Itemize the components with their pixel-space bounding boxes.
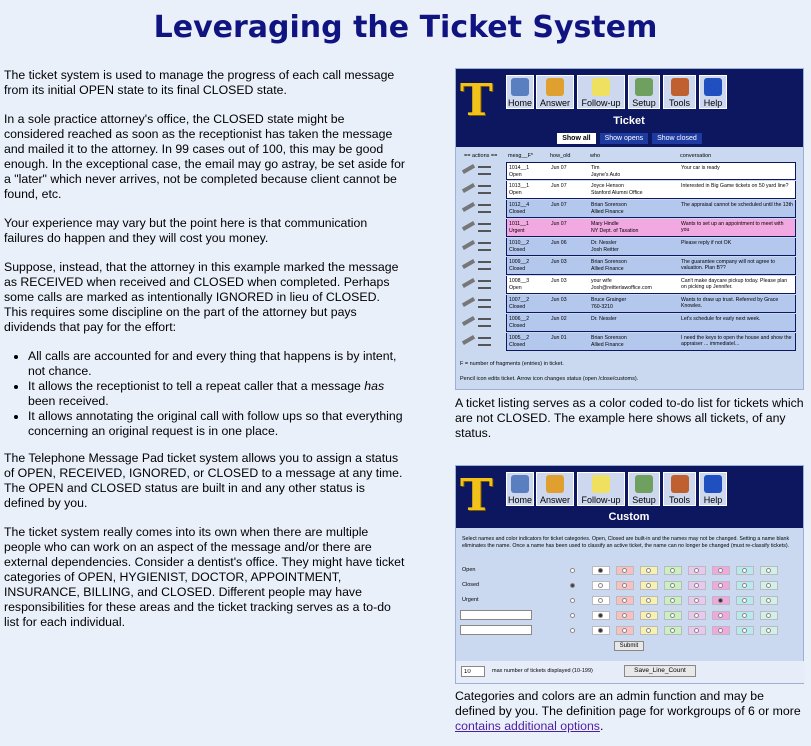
conversation: Can't make daycare pickup today. Please plan on picking up Jennifer.: [681, 278, 788, 291]
category-name: Open: [462, 567, 476, 573]
paragraph: The Telephone Message Pad ticket system allows you to assign a status of OPEN, RECEIVED, IGNORED, or CLOSED to a message at any time. The OPEN and CLOSED status are built in and any other status is defined by you.: [4, 451, 403, 510]
text: been received.: [28, 394, 109, 408]
row-cells[interactable]: [506, 162, 796, 180]
who-name: Dr. Nessler: [591, 240, 617, 246]
nav-tools-button[interactable]: [663, 472, 696, 506]
status: Open: [509, 190, 522, 196]
nav-setup-button[interactable]: [628, 472, 660, 506]
custom-instructions: Select names and color indicators for ticket categories. Open, Closed are built-in and the names may not be changed. Setting a name blank eliminates the name. Once a name has been used to classify an active ticket, the name can no longer be changed (must re-classify tickets).: [462, 536, 790, 549]
color-radio[interactable]: [742, 598, 747, 603]
color-swatch[interactable]: [712, 581, 730, 590]
who-org: Josh Reitter: [591, 247, 619, 253]
col-who: who: [590, 153, 601, 159]
how-old: Jun 07: [551, 202, 567, 208]
color-radio[interactable]: [622, 613, 627, 618]
color-swatch[interactable]: [664, 611, 682, 620]
how-old: Jun 03: [551, 297, 567, 303]
list-item: • All calls are accounted for and every thing that happens is by intent, not chance.: [28, 349, 406, 379]
pencil-icon[interactable]: [462, 259, 475, 269]
color-swatch[interactable]: [592, 596, 610, 605]
who-org: Allied Finance: [591, 342, 624, 348]
paragraph: Your experience may vary but the point here is that communication failures do happen and they will cost you money.: [4, 216, 368, 245]
how-old: Jun 07: [551, 183, 567, 189]
color-swatch[interactable]: [592, 611, 610, 620]
category-name: Closed: [462, 582, 480, 588]
color-swatch[interactable]: [736, 596, 754, 605]
color-swatch[interactable]: [760, 626, 778, 635]
row-actions: [462, 336, 494, 348]
color-radio[interactable]: [598, 628, 603, 633]
status: Open: [509, 285, 522, 291]
table-row: [460, 181, 800, 199]
conversation: Let's schedule for early next week.: [681, 316, 761, 322]
line-count-bar: [456, 661, 805, 683]
nav-label: Follow-up: [581, 495, 621, 505]
color-radio[interactable]: [718, 568, 723, 573]
table-row: [460, 162, 800, 180]
color-swatch[interactable]: [616, 596, 634, 605]
conversation: I need the keys to open the house and show the appraiser ... immediatel...: [681, 335, 792, 348]
arrow-icon[interactable]: [478, 261, 491, 270]
color-radio[interactable]: [622, 583, 627, 588]
default-radio[interactable]: [570, 568, 575, 573]
col-how-old: how_old: [550, 153, 571, 159]
color-swatch[interactable]: [640, 596, 658, 605]
paragraph: In a sole practice attorney's office, the CLOSED state might be considered reached as soon as the receptionist has taken the message and mailed it to the attorney. In 99 cases out of 100, this may be good enough. In the exceptional case, the email may go astray, be set aside for a "later" which never arrives, not be completed because client cannot be found, etc.: [4, 112, 406, 201]
notepad-icon: [592, 78, 610, 96]
article-body: [4, 68, 406, 644]
color-radio[interactable]: [598, 568, 603, 573]
pencil-icon[interactable]: [462, 278, 475, 288]
category-row: [460, 564, 800, 578]
mesg-id: 1014__1: [509, 165, 530, 171]
color-radio[interactable]: [718, 583, 723, 588]
color-swatch[interactable]: [616, 581, 634, 590]
color-radio[interactable]: [742, 583, 747, 588]
pencil-icon[interactable]: [462, 335, 475, 345]
tab-show-closed[interactable]: Show closed: [652, 133, 702, 144]
color-radio[interactable]: [742, 568, 747, 573]
color-swatch[interactable]: [712, 611, 730, 620]
nav-answer-button[interactable]: [536, 75, 574, 109]
who-org: NY Dept. of Taxation: [591, 228, 639, 234]
text: It allows the receptionist to tell a repeat caller that a message: [28, 379, 365, 393]
color-swatch[interactable]: [760, 596, 778, 605]
color-radio[interactable]: [694, 598, 699, 603]
table-row: [460, 295, 800, 313]
color-swatch[interactable]: [736, 581, 754, 590]
conversation: Your car is ready: [681, 165, 720, 171]
arrow-icon[interactable]: [478, 299, 491, 308]
color-swatch[interactable]: [664, 626, 682, 635]
arrow-icon[interactable]: [478, 337, 491, 346]
row-cells[interactable]: [506, 333, 796, 351]
status: Closed: [509, 266, 526, 272]
color-swatch[interactable]: [592, 626, 610, 635]
arrow-icon[interactable]: [478, 223, 491, 232]
arrow-icon[interactable]: [478, 166, 491, 175]
who-name: Brian Sorenson: [591, 202, 627, 208]
color-swatch[interactable]: [616, 626, 634, 635]
table-row: [460, 257, 800, 275]
table-row: [460, 219, 800, 237]
save-line-count-button[interactable]: Save_Line_Count: [624, 665, 696, 677]
arrow-icon[interactable]: [478, 185, 491, 194]
additional-options-link[interactable]: contains additional options: [455, 719, 600, 733]
checkmark-icon: [704, 78, 722, 96]
how-old: Jun 07: [551, 221, 567, 227]
color-radio[interactable]: [646, 568, 651, 573]
conversation: Interested in Big Game tickets on 50 yard line?: [681, 183, 789, 189]
how-old: Jun 06: [551, 240, 567, 246]
nav-label: Home: [507, 98, 532, 108]
color-radio[interactable]: [598, 598, 603, 603]
table-row: [460, 200, 800, 218]
caption-end: .: [599, 719, 604, 733]
color-swatch[interactable]: [760, 581, 778, 590]
color-swatch[interactable]: [712, 596, 730, 605]
mesg-id: 1005__2: [509, 335, 530, 341]
color-radio[interactable]: [622, 598, 627, 603]
row-cells[interactable]: [506, 200, 796, 218]
status: Closed: [509, 209, 526, 215]
status: Closed: [509, 304, 526, 310]
conversation: The appraisal cannot be scheduled until the 13th: [681, 202, 793, 208]
nav-setup-button[interactable]: [628, 75, 660, 109]
conversation: The guarantee company will not agree to valuation. Plan B??: [681, 259, 776, 272]
list-item: [28, 379, 406, 409]
color-swatch[interactable]: [736, 566, 754, 575]
who-name: Bruce Grainger: [591, 297, 627, 303]
nav-tools-button[interactable]: [663, 75, 696, 109]
page-title: Leveraging the Ticket System: [153, 10, 658, 45]
custom-screenshot: [455, 465, 804, 684]
color-swatch[interactable]: [616, 611, 634, 620]
color-radio[interactable]: [718, 628, 723, 633]
default-radio[interactable]: [570, 613, 575, 618]
nav-label: Setup: [632, 495, 656, 505]
who-org: Josh@reitterlawoffice.com: [591, 285, 652, 291]
color-swatch[interactable]: [640, 581, 658, 590]
table-header: [460, 153, 800, 161]
color-swatch[interactable]: [592, 581, 610, 590]
row-actions: [462, 241, 494, 253]
icons-note: Pencil icon edits ticket. Arrow icon changes status (open /close/customs).: [460, 376, 639, 382]
color-radio[interactable]: [766, 628, 771, 633]
row-actions: [462, 298, 494, 310]
row-cells[interactable]: [506, 257, 796, 275]
color-swatch[interactable]: [712, 626, 730, 635]
default-radio[interactable]: [570, 583, 575, 588]
emphasis: has: [364, 379, 385, 393]
row-cells[interactable]: [506, 219, 796, 237]
caption-text: Categories and colors are an admin function and may be defined by you. The definition page for workgroups of 6 or more: [455, 689, 801, 718]
color-swatch[interactable]: [736, 611, 754, 620]
who-name: Brian Sorenson: [591, 259, 627, 265]
color-swatch[interactable]: [712, 566, 730, 575]
row-actions: [462, 317, 494, 329]
hammer-icon: [671, 78, 689, 96]
how-old: Jun 02: [551, 316, 567, 322]
pencil-icon[interactable]: [462, 297, 475, 307]
row-actions: [462, 165, 494, 177]
nav-label: Help: [703, 495, 723, 505]
color-swatch[interactable]: [688, 611, 706, 620]
mesg-id: 1007__2: [509, 297, 530, 303]
home-icon: [511, 475, 529, 493]
color-swatch[interactable]: [664, 581, 682, 590]
fragments-note: F = number of fragments (entries) in ticket.: [460, 361, 564, 367]
color-radio[interactable]: [622, 568, 627, 573]
filter-tabs: [456, 133, 803, 144]
color-swatch[interactable]: [640, 566, 658, 575]
conversation: Wants to draw up trust. Referred by Grace Knowles.: [681, 297, 779, 310]
ticket-screenshot: [455, 68, 804, 390]
paragraph: Suppose, instead, that the attorney in this example marked the message as RECEIVED when received and CLOSED when completed. Perhaps some calls are marked as intentionally IGNORED in lieu of CLOSED. This requires some discipline on the part of the attorney but pays dividends that pay for the effort:: [4, 260, 399, 334]
nav-label: Help: [703, 98, 723, 108]
row-cells[interactable]: [506, 181, 796, 199]
hammer-icon: [671, 475, 689, 493]
how-old: Jun 03: [551, 278, 567, 284]
status: Closed: [509, 247, 526, 253]
who-name: your wife: [591, 278, 612, 284]
category-name-input[interactable]: [460, 610, 532, 620]
color-swatch[interactable]: [688, 626, 706, 635]
telephone-icon: [546, 475, 564, 493]
pencil-icon[interactable]: [462, 240, 475, 250]
who-org: Jayne's Auto: [591, 172, 621, 178]
color-radio[interactable]: [718, 613, 723, 618]
status: Closed: [509, 342, 526, 348]
how-old: Jun 01: [551, 335, 567, 341]
arrow-icon[interactable]: [478, 242, 491, 251]
color-swatch[interactable]: [664, 566, 682, 575]
col-conversation: conversation: [680, 153, 712, 159]
category-name: Urgent: [462, 597, 479, 603]
color-radio[interactable]: [670, 598, 675, 603]
notepad-icon: [592, 475, 610, 493]
row-cells[interactable]: [506, 238, 796, 256]
conversation: Wants to set up an appointment to meet with you: [681, 221, 784, 234]
wrench-icon: [635, 78, 653, 96]
app-header: [456, 466, 803, 528]
row-actions: [462, 279, 494, 291]
nav-help-button[interactable]: [699, 75, 727, 109]
color-swatch[interactable]: [736, 626, 754, 635]
nav-answer-button[interactable]: [536, 472, 574, 506]
nav-follow-up-button[interactable]: [577, 75, 625, 109]
pencil-icon[interactable]: [462, 202, 475, 212]
color-radio[interactable]: [622, 628, 627, 633]
table-row: [460, 333, 800, 351]
category-row: [460, 579, 800, 593]
who-org: Stanford Alumni Office: [591, 190, 643, 196]
color-radio[interactable]: [646, 583, 651, 588]
col-mesg: mesg__F*: [508, 153, 534, 159]
color-radio[interactable]: [766, 583, 771, 588]
category-row: [460, 609, 800, 623]
row-cells[interactable]: [506, 295, 796, 313]
nav-label: Tools: [668, 98, 690, 108]
color-radio[interactable]: [670, 583, 675, 588]
mesg-id: 1012__4: [509, 202, 530, 208]
color-radio[interactable]: [766, 598, 771, 603]
tab-show-opens[interactable]: Show opens: [600, 133, 649, 144]
arrow-icon[interactable]: [478, 318, 491, 327]
nav-label: Home: [507, 495, 532, 505]
who-name: Tim: [591, 165, 600, 171]
paragraph: The ticket system really comes into its own when there are multiple people who can work on an aspect of the message and/or there are external dependencies. Consider a dentist's office. They might have ticket categories of OPEN, HYGIENIST, DOCTOR, APPOINTMENT, INSURANCE, BILLING, and CLOSED. Different people may have responsibilities for these areas and the ticket tracking serves as a to-do list for each individual.: [4, 525, 405, 629]
arrow-icon[interactable]: [478, 204, 491, 213]
who-org: Allied Finance: [591, 209, 624, 215]
row-cells[interactable]: [506, 314, 796, 332]
color-radio[interactable]: [670, 568, 675, 573]
submit-button[interactable]: Submit: [614, 641, 644, 651]
color-swatch[interactable]: [760, 566, 778, 575]
nav-label: Tools: [668, 495, 690, 505]
color-radio[interactable]: [646, 598, 651, 603]
color-swatch[interactable]: [688, 596, 706, 605]
status: Closed: [509, 323, 526, 329]
custom-caption: [455, 689, 807, 734]
color-radio[interactable]: [670, 613, 675, 618]
line-count-input[interactable]: [461, 666, 485, 677]
color-radio[interactable]: [694, 568, 699, 573]
list-item: • It allows annotating the original call with follow ups so that everything concerning an original request is in one place.: [28, 409, 406, 439]
telephone-icon: [546, 78, 564, 96]
color-radio[interactable]: [694, 613, 699, 618]
category-row: [460, 624, 800, 638]
nav-help-button[interactable]: [699, 472, 727, 506]
color-swatch[interactable]: [688, 581, 706, 590]
logo: T: [460, 75, 493, 126]
mesg-id: 1009__2: [509, 259, 530, 265]
color-swatch[interactable]: [688, 566, 706, 575]
who-org: Allied Finance: [591, 266, 624, 272]
banner-title: Ticket: [613, 115, 645, 127]
category-row: [460, 594, 800, 608]
checkmark-icon: [704, 475, 722, 493]
conversation: Please reply if not OK: [681, 240, 732, 246]
color-radio[interactable]: [694, 628, 699, 633]
pencil-icon[interactable]: [462, 221, 475, 231]
color-swatch[interactable]: [640, 611, 658, 620]
color-swatch[interactable]: [760, 611, 778, 620]
who-org: 760-3210: [591, 304, 613, 310]
how-old: Jun 07: [551, 165, 567, 171]
status: Urgent: [509, 228, 525, 234]
nav-home-button[interactable]: [506, 75, 534, 109]
color-swatch[interactable]: [664, 596, 682, 605]
color-swatch[interactable]: [616, 566, 634, 575]
table-row: [460, 276, 800, 294]
app-header: [456, 69, 803, 147]
nav-follow-up-button[interactable]: [577, 472, 625, 506]
category-name-input[interactable]: [460, 625, 532, 635]
row-actions: [462, 222, 494, 234]
row-actions: [462, 203, 494, 215]
col-actions: == actions ==: [464, 153, 498, 159]
mesg-id: 1011__1: [509, 221, 529, 227]
banner-title: Custom: [608, 511, 650, 523]
color-radio[interactable]: [694, 583, 699, 588]
color-radio[interactable]: [670, 628, 675, 633]
paragraph: The ticket system is used to manage the progress of each call message from its initial OPEN state to its final CLOSED state.: [4, 68, 395, 97]
nav-home-button[interactable]: [506, 472, 534, 506]
nav-label: Answer: [539, 495, 570, 505]
how-old: Jun 03: [551, 259, 567, 265]
nav-label: Setup: [632, 98, 656, 108]
who-name: Joyce Henson: [591, 183, 624, 189]
nav-label: Follow-up: [581, 98, 621, 108]
color-radio[interactable]: [646, 628, 651, 633]
color-radio[interactable]: [646, 613, 651, 618]
color-radio[interactable]: [766, 613, 771, 618]
benefits-list: [28, 349, 406, 439]
color-radio[interactable]: [742, 613, 747, 618]
row-cells[interactable]: [506, 276, 796, 294]
mesg-id: 1008__3: [509, 278, 530, 284]
table-row: [460, 314, 800, 332]
default-radio[interactable]: [570, 598, 575, 603]
tab-show-all[interactable]: Show all: [557, 133, 595, 144]
nav-label: Answer: [539, 98, 570, 108]
color-swatch[interactable]: [592, 566, 610, 575]
mesg-id: 1010__2: [509, 240, 530, 246]
status: Open: [509, 172, 522, 178]
pencil-icon[interactable]: [462, 316, 475, 326]
color-radio[interactable]: [766, 568, 771, 573]
ticket-caption: A ticket listing serves as a color coded to-do list for tickets which are not CLOSED. The example here shows all tickets, of any status.: [455, 396, 804, 440]
mesg-id: 1006__2: [509, 316, 530, 322]
color-radio[interactable]: [742, 628, 747, 633]
color-radio[interactable]: [598, 613, 603, 618]
color-radio[interactable]: [718, 598, 723, 603]
wrench-icon: [635, 475, 653, 493]
who-name: Brian Sorenson: [591, 335, 627, 341]
default-radio[interactable]: [570, 628, 575, 633]
line-count-label: max number of tickets displayed (10-199): [492, 668, 593, 674]
row-actions: [462, 184, 494, 196]
pencil-icon[interactable]: [462, 183, 475, 193]
who-name: Dr. Nessler: [591, 316, 617, 322]
home-icon: [511, 78, 529, 96]
color-radio[interactable]: [598, 583, 603, 588]
arrow-icon[interactable]: [478, 280, 491, 289]
color-swatch[interactable]: [640, 626, 658, 635]
who-name: Mary Hindle: [591, 221, 619, 227]
row-actions: [462, 260, 494, 272]
pencil-icon[interactable]: [462, 164, 475, 174]
mesg-id: 1013__1: [509, 183, 530, 189]
table-row: [460, 238, 800, 256]
logo: T: [460, 470, 493, 521]
